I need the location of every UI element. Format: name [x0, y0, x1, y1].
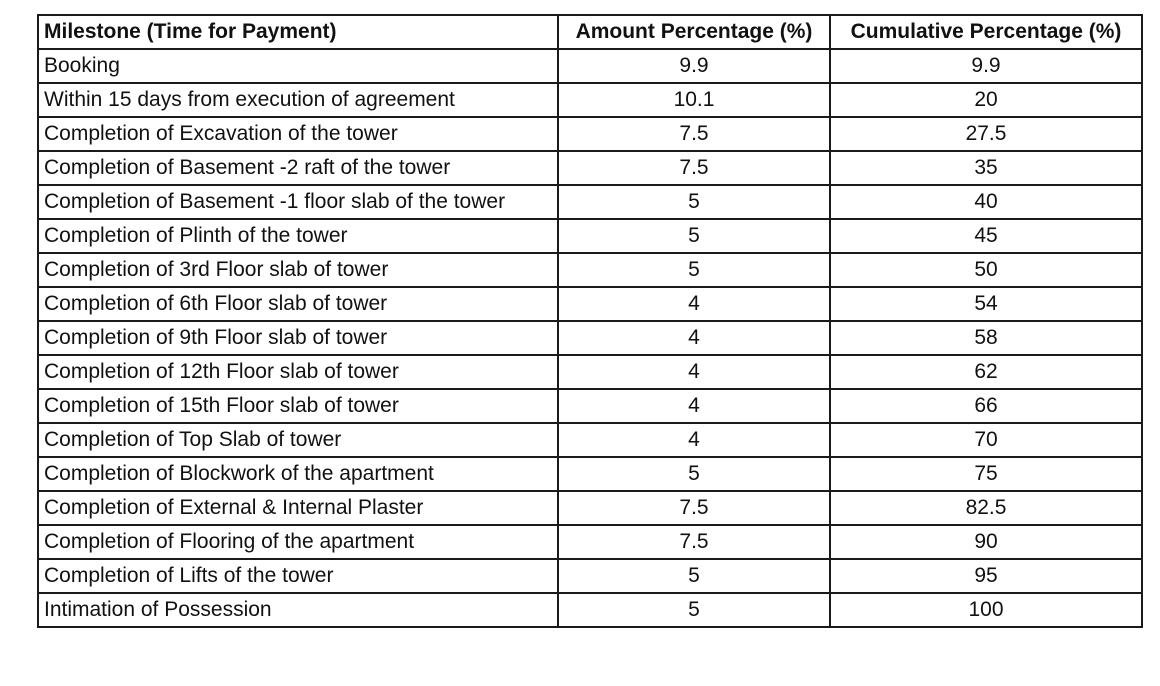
table-row	[38, 457, 1142, 491]
table-row	[38, 253, 1142, 287]
milestone-cell: Completion of 12th Floor slab of tower	[38, 355, 558, 389]
table-row	[38, 559, 1142, 593]
milestone-cell: Completion of Plinth of the tower	[38, 219, 558, 253]
amount-cell: 5	[558, 253, 830, 287]
amount-cell: 9.9	[558, 49, 830, 83]
table-row	[38, 185, 1142, 219]
milestone-cell: Completion of Excavation of the tower	[38, 117, 558, 151]
amount-cell: 7.5	[558, 525, 830, 559]
cumulative-cell: 20	[830, 83, 1142, 117]
amount-cell: 4	[558, 389, 830, 423]
amount-cell: 7.5	[558, 491, 830, 525]
milestone-cell: Completion of Basement -1 floor slab of the tower	[38, 185, 558, 219]
amount-cell: 5	[558, 219, 830, 253]
cumulative-cell: 66	[830, 389, 1142, 423]
amount-cell: 4	[558, 321, 830, 355]
amount-cell: 4	[558, 287, 830, 321]
cumulative-cell: 62	[830, 355, 1142, 389]
cumulative-cell: 50	[830, 253, 1142, 287]
milestone-cell: Completion of Lifts of the tower	[38, 559, 558, 593]
cumulative-cell: 27.5	[830, 117, 1142, 151]
table-row	[38, 151, 1142, 185]
amount-cell: 5	[558, 559, 830, 593]
header-cumulative-percentage: Cumulative Percentage (%)	[830, 15, 1142, 49]
amount-cell: 4	[558, 423, 830, 457]
table-row	[38, 49, 1142, 83]
milestone-cell: Completion of External & Internal Plaster	[38, 491, 558, 525]
cumulative-cell: 90	[830, 525, 1142, 559]
amount-cell: 7.5	[558, 117, 830, 151]
table-body	[38, 49, 1142, 627]
cumulative-cell: 95	[830, 559, 1142, 593]
milestone-cell: Completion of 3rd Floor slab of tower	[38, 253, 558, 287]
milestone-cell: Booking	[38, 49, 558, 83]
cumulative-cell: 40	[830, 185, 1142, 219]
table-row	[38, 593, 1142, 627]
amount-cell: 5	[558, 593, 830, 627]
header-row	[38, 15, 1142, 49]
milestone-cell: Completion of 6th Floor slab of tower	[38, 287, 558, 321]
header-milestone: Milestone (Time for Payment)	[38, 15, 558, 49]
table-row	[38, 83, 1142, 117]
cumulative-cell: 70	[830, 423, 1142, 457]
table-header	[38, 15, 1142, 49]
milestone-cell: Completion of Blockwork of the apartment	[38, 457, 558, 491]
amount-cell: 5	[558, 457, 830, 491]
amount-cell: 4	[558, 355, 830, 389]
milestone-cell: Intimation of Possession	[38, 593, 558, 627]
cumulative-cell: 58	[830, 321, 1142, 355]
milestone-cell: Completion of 9th Floor slab of tower	[38, 321, 558, 355]
cumulative-cell: 82.5	[830, 491, 1142, 525]
table-row	[38, 287, 1142, 321]
cumulative-cell: 54	[830, 287, 1142, 321]
table-row	[38, 355, 1142, 389]
payment-schedule-table	[37, 14, 1143, 628]
table-row	[38, 117, 1142, 151]
table-row	[38, 525, 1142, 559]
table-row	[38, 491, 1142, 525]
milestone-cell: Within 15 days from execution of agreement	[38, 83, 558, 117]
cumulative-cell: 35	[830, 151, 1142, 185]
cumulative-cell: 9.9	[830, 49, 1142, 83]
milestone-cell: Completion of Flooring of the apartment	[38, 525, 558, 559]
amount-cell: 5	[558, 185, 830, 219]
cumulative-cell: 100	[830, 593, 1142, 627]
amount-cell: 10.1	[558, 83, 830, 117]
table-row	[38, 389, 1142, 423]
cumulative-cell: 45	[830, 219, 1142, 253]
table-row	[38, 321, 1142, 355]
milestone-cell: Completion of Top Slab of tower	[38, 423, 558, 457]
table-row	[38, 423, 1142, 457]
milestone-cell: Completion of Basement -2 raft of the tower	[38, 151, 558, 185]
table-row	[38, 219, 1142, 253]
header-amount-percentage: Amount Percentage (%)	[558, 15, 830, 49]
cumulative-cell: 75	[830, 457, 1142, 491]
amount-cell: 7.5	[558, 151, 830, 185]
milestone-cell: Completion of 15th Floor slab of tower	[38, 389, 558, 423]
